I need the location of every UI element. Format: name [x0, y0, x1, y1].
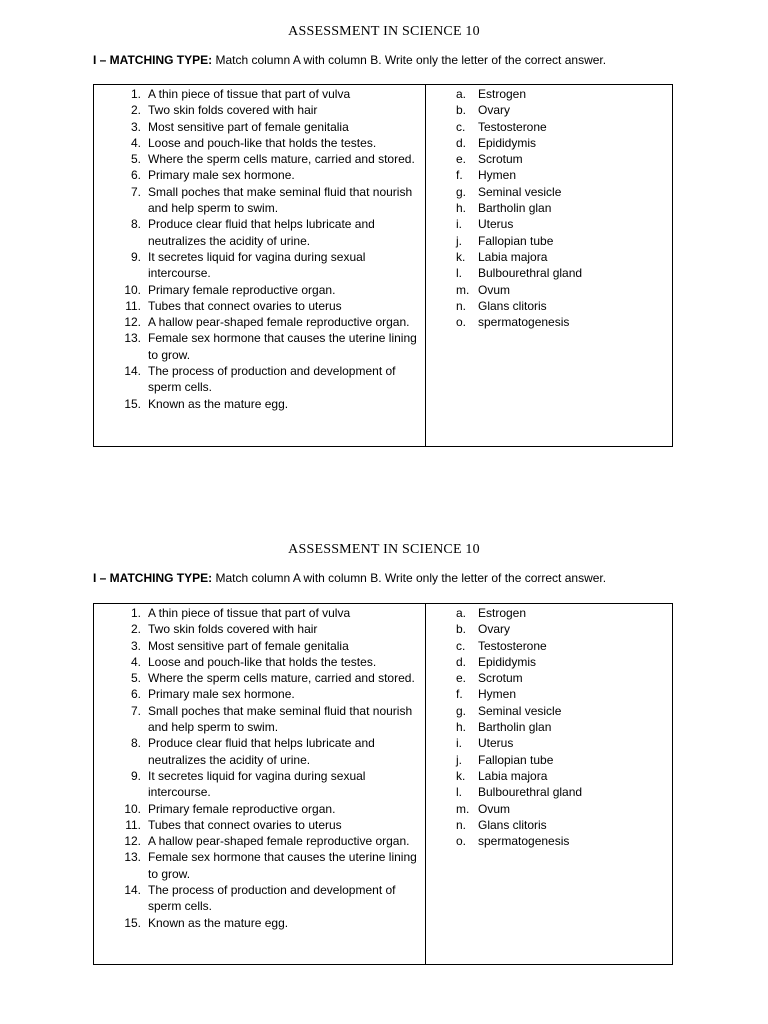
worksheet-title: ASSESSMENT IN SCIENCE 10	[288, 24, 480, 39]
column-b-item: d. Epididymis	[456, 654, 537, 669]
instruction-label: I – MATCHING TYPE:	[93, 571, 213, 585]
column-b-item: a. Estrogen	[456, 606, 527, 620]
column-b-item: k. Labia majora	[456, 249, 548, 264]
column-a-item: 8. Produce clear fluid that helps lubricate and neutralizes the acidity of urine.	[130, 736, 375, 767]
column-a-item: 6. Primary male sex hormone.	[130, 168, 295, 183]
column-a-item: 5. Where the sperm cells mature, carried and stored.	[130, 671, 415, 686]
column-a	[94, 85, 426, 446]
column-a-item: 2. Two skin folds covered with hair	[130, 622, 318, 637]
column-b-item: m. Ovum	[456, 282, 511, 297]
column-b-item: o. spermatogenesis	[456, 834, 570, 849]
column-b-item: d. Epididymis	[456, 135, 537, 150]
matching-table	[93, 84, 673, 447]
column-a-item: 3. Most sensitive part of female genitalia	[130, 638, 349, 653]
column-b-item: e. Scrotum	[456, 152, 523, 167]
column-b-item: n. Glans clitoris	[456, 817, 547, 832]
column-b-item: h. Bartholin glan	[456, 720, 552, 735]
column-a-item: 10. Primary female reproductive organ.	[124, 282, 336, 297]
column-b-item: b. Ovary	[456, 103, 511, 118]
column-a-item: 11. Tubes that connect ovaries to uterus	[125, 298, 342, 313]
column-b-item: l. Bulbourethral gland	[456, 266, 583, 281]
column-a-item: 15. Known as the mature egg.	[124, 915, 289, 930]
column-b-item: f. Hymen	[456, 687, 517, 702]
column-a-item: 8. Produce clear fluid that helps lubricate and neutralizes the acidity of urine.	[130, 217, 375, 248]
column-a-item: 12. A hallow pear-shaped female reproductive organ.	[124, 315, 410, 330]
column-b-item: j. Fallopian tube	[456, 752, 554, 767]
column-b	[426, 604, 672, 964]
column-b-item: i. Uterus	[456, 736, 514, 751]
column-a-item: 11. Tubes that connect ovaries to uterus	[125, 817, 342, 832]
column-b-item: o. spermatogenesis	[456, 315, 570, 330]
column-b	[426, 85, 672, 446]
column-a-item: 7. Small poches that make seminal fluid that nourish and help sperm to swim.	[130, 703, 413, 735]
worksheet-title: ASSESSMENT IN SCIENCE 10	[288, 542, 480, 557]
column-a-item: 7. Small poches that make seminal fluid that nourish and help sperm to swim.	[130, 184, 413, 216]
column-a-item: 4. Loose and pouch-like that holds the testes.	[130, 135, 377, 150]
column-b-item: c. Testosterone	[456, 119, 547, 134]
column-a-item: 13. Female sex hormone that causes the uterine lining to grow.	[124, 331, 417, 362]
column-b-item: k. Labia majora	[456, 768, 548, 783]
instruction-text: Match column A with column B. Write only the letter of the correct answer.	[212, 53, 607, 67]
column-a-item: 9. It secretes liquid for vagina during sexual intercourse.	[130, 768, 366, 800]
column-a-item: 6. Primary male sex hormone.	[130, 687, 295, 702]
column-b-item: g. Seminal vesicle	[456, 703, 562, 718]
column-a-item: 2. Two skin folds covered with hair	[130, 103, 318, 118]
column-a-item: 10. Primary female reproductive organ.	[124, 801, 336, 816]
column-a	[94, 604, 426, 964]
column-b-item: n. Glans clitoris	[456, 298, 547, 313]
column-a-item: 14. The process of production and development of sperm cells.	[124, 883, 396, 914]
column-a-item: 5. Where the sperm cells mature, carried and stored.	[130, 152, 415, 167]
column-b-item: f. Hymen	[456, 168, 517, 183]
column-a-item: 1. A thin piece of tissue that part of vulva	[130, 87, 351, 101]
column-a-item: 12. A hallow pear-shaped female reproductive organ.	[124, 834, 410, 849]
column-a-item: 1. A thin piece of tissue that part of vulva	[130, 606, 351, 620]
column-b-item: a. Estrogen	[456, 87, 527, 101]
column-b-item: g. Seminal vesicle	[456, 184, 562, 199]
matching-table	[93, 603, 673, 965]
column-b-item: m. Ovum	[456, 801, 511, 816]
column-b-item: b. Ovary	[456, 622, 511, 637]
column-a-item: 14. The process of production and development of sperm cells.	[124, 364, 396, 395]
instruction	[93, 571, 693, 585]
instruction-text: Match column A with column B. Write only the letter of the correct answer.	[212, 571, 607, 585]
column-b-item: i. Uterus	[456, 217, 514, 232]
column-a-item: 9. It secretes liquid for vagina during sexual intercourse.	[130, 249, 366, 281]
column-a-item: 13. Female sex hormone that causes the uterine lining to grow.	[124, 850, 417, 881]
instruction	[93, 53, 693, 67]
column-a-item: 15. Known as the mature egg.	[124, 396, 289, 411]
column-b-item: e. Scrotum	[456, 671, 523, 686]
column-a-item: 4. Loose and pouch-like that holds the testes.	[130, 654, 377, 669]
column-b-item: h. Bartholin glan	[456, 201, 552, 216]
column-b-item: l. Bulbourethral gland	[456, 785, 583, 800]
column-a-item: 3. Most sensitive part of female genitalia	[130, 119, 349, 134]
instruction-label: I – MATCHING TYPE:	[93, 53, 213, 67]
column-b-item: c. Testosterone	[456, 638, 547, 653]
column-b-item: j. Fallopian tube	[456, 233, 554, 248]
